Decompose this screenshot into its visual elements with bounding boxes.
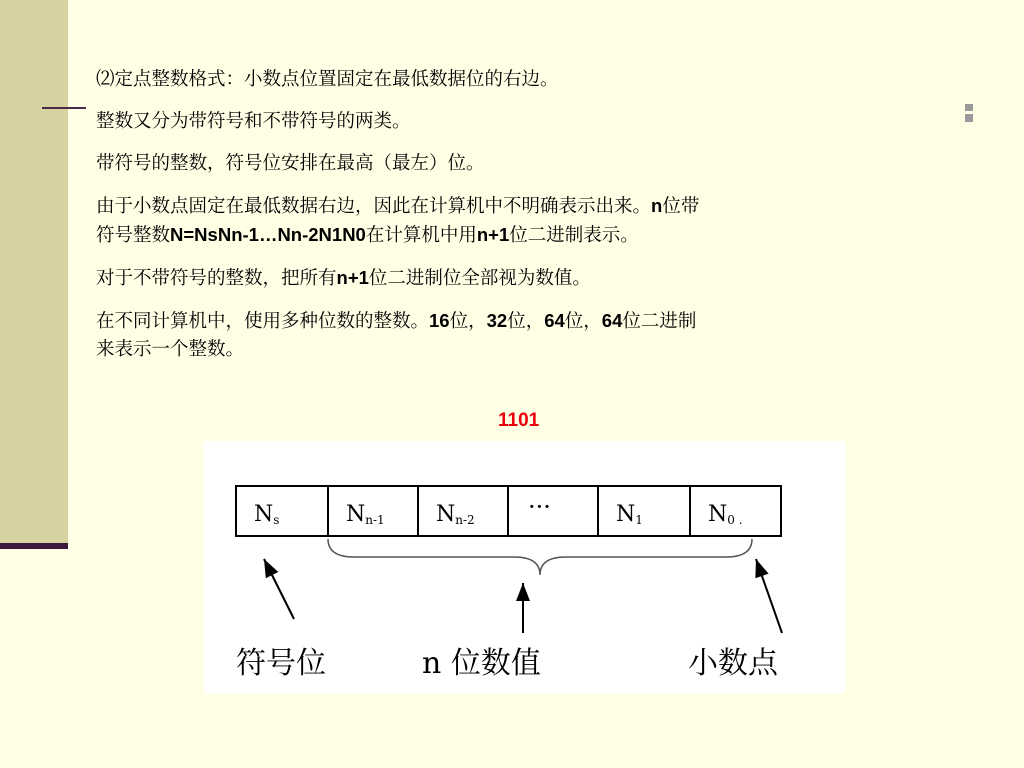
paragraph-p6 [96, 307, 946, 364]
caption-1101: 1101 [498, 410, 540, 431]
slide-mark [965, 104, 973, 122]
paragraph-p3 [96, 150, 946, 178]
bit-cell-subscript: 1 [635, 513, 643, 527]
sign-bit-arrow-head [264, 559, 278, 578]
text-run: n+1 [336, 267, 369, 288]
bit-cell-label: N1 [616, 502, 643, 527]
bit-cell-subscript: n-1 [365, 513, 385, 527]
text-run: 带符号的整数，符号位安排在最高（最左）位。 [96, 153, 485, 174]
value-bits-label: n 位数值 [422, 646, 541, 681]
diagram-svg [204, 441, 845, 693]
text-run: 来表示一个整数。 [96, 339, 245, 360]
bit-cell-subscript: s [273, 513, 280, 527]
text-run: 位， [507, 311, 545, 332]
text-run: 32 [486, 310, 508, 331]
left-decor-band [0, 0, 68, 549]
text-run: 位二进制表示。 [509, 225, 639, 246]
title-accent-line [42, 107, 86, 109]
bit-cell-label: ··· [528, 493, 551, 521]
text-run: 位带 [662, 196, 700, 217]
text-run: n [651, 195, 663, 216]
text-run: 位， [564, 311, 602, 332]
slide-body-text [96, 66, 946, 378]
paragraph-line [96, 221, 946, 250]
text-run: N=NsNn-1…Nn-2N1N0 [170, 224, 366, 245]
bit-cell-label: Nn-1 [346, 502, 385, 527]
text-run: 符号整数 [96, 225, 171, 246]
integer-format-diagram [204, 441, 845, 693]
bit-cell-label: Nn-2 [436, 502, 475, 527]
bit-cell-subscript: 0 . [727, 513, 743, 527]
text-run: 位二进制位全部视为数值。 [368, 268, 591, 289]
text-run: n+1 [476, 224, 510, 245]
band-bottom-line [0, 543, 68, 549]
decimal-point-label: 小数点 [688, 646, 778, 681]
text-run: 64 [601, 310, 623, 331]
text-run: ⑵定点整数格式：小数点位置固定在最低数据位的右边。 [96, 69, 559, 90]
text-run: 位， [449, 311, 487, 332]
bit-cell-label: Ns [254, 502, 280, 527]
point-arrow-head [755, 559, 768, 578]
text-run: 在不同计算机中，使用多种位数的整数。 [96, 311, 430, 332]
bit-cell-label: N0 . [708, 502, 743, 527]
paragraph-line [96, 336, 946, 364]
paragraph-line [96, 192, 946, 221]
text-run: 16 [429, 310, 450, 331]
paragraph-line [96, 307, 946, 336]
text-run: 整数又分为带符号和不带符号的两类。 [96, 111, 411, 132]
text-run: 由于小数点固定在最低数据右边，因此在计算机中不明确表示出来。 [96, 196, 652, 217]
paragraph-p1 [96, 66, 946, 94]
text-run: 在计算机中用 [365, 225, 477, 246]
paragraph-p4 [96, 192, 946, 250]
bit-cell-subscript: n-2 [455, 513, 475, 527]
value-arrow-head [516, 583, 530, 601]
paragraph-p2 [96, 108, 946, 136]
text-run: 64 [544, 310, 565, 331]
sign-bit-label: 符号位 [236, 646, 326, 681]
value-brace [328, 539, 752, 575]
text-run: 对于不带符号的整数，把所有 [96, 268, 337, 289]
paragraph-p5 [96, 264, 946, 293]
text-run: 位二进制 [622, 311, 697, 332]
